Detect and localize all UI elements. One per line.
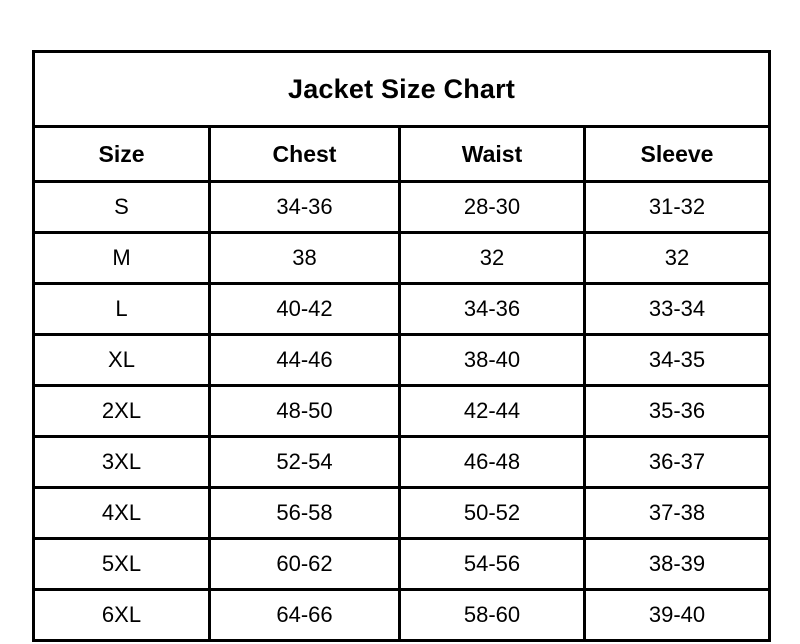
table-header-row xyxy=(34,127,770,182)
cell-size: 4XL xyxy=(34,488,210,539)
cell-size: 3XL xyxy=(34,437,210,488)
cell-chest: 44-46 xyxy=(210,335,400,386)
cell-chest: 56-58 xyxy=(210,488,400,539)
column-header-chest: Chest xyxy=(210,127,400,182)
table-row xyxy=(34,590,770,641)
cell-sleeve: 38-39 xyxy=(585,539,770,590)
table-row xyxy=(34,233,770,284)
cell-chest: 60-62 xyxy=(210,539,400,590)
cell-sleeve: 33-34 xyxy=(585,284,770,335)
cell-waist: 58-60 xyxy=(400,590,585,641)
cell-sleeve: 37-38 xyxy=(585,488,770,539)
table-row xyxy=(34,437,770,488)
table-title-row xyxy=(34,52,770,127)
cell-size: XL xyxy=(34,335,210,386)
cell-size: 6XL xyxy=(34,590,210,641)
cell-waist: 50-52 xyxy=(400,488,585,539)
page-title: Jacket Size Chart xyxy=(34,52,770,127)
cell-size: S xyxy=(34,182,210,233)
cell-size: 2XL xyxy=(34,386,210,437)
cell-chest: 40-42 xyxy=(210,284,400,335)
cell-sleeve: 39-40 xyxy=(585,590,770,641)
column-header-size: Size xyxy=(34,127,210,182)
cell-chest: 34-36 xyxy=(210,182,400,233)
table-row xyxy=(34,182,770,233)
cell-sleeve: 32 xyxy=(585,233,770,284)
cell-chest: 64-66 xyxy=(210,590,400,641)
cell-chest: 48-50 xyxy=(210,386,400,437)
table-row xyxy=(34,488,770,539)
cell-waist: 38-40 xyxy=(400,335,585,386)
column-header-sleeve: Sleeve xyxy=(585,127,770,182)
cell-waist: 42-44 xyxy=(400,386,585,437)
cell-chest: 38 xyxy=(210,233,400,284)
cell-size: 5XL xyxy=(34,539,210,590)
cell-waist: 34-36 xyxy=(400,284,585,335)
column-header-waist: Waist xyxy=(400,127,585,182)
cell-sleeve: 36-37 xyxy=(585,437,770,488)
table-row xyxy=(34,386,770,437)
cell-chest: 52-54 xyxy=(210,437,400,488)
size-chart-table xyxy=(32,50,771,642)
table-row xyxy=(34,335,770,386)
table-row xyxy=(34,539,770,590)
cell-sleeve: 35-36 xyxy=(585,386,770,437)
cell-sleeve: 31-32 xyxy=(585,182,770,233)
cell-waist: 46-48 xyxy=(400,437,585,488)
cell-size: M xyxy=(34,233,210,284)
cell-waist: 32 xyxy=(400,233,585,284)
cell-waist: 28-30 xyxy=(400,182,585,233)
table-row xyxy=(34,284,770,335)
size-chart-container xyxy=(32,50,768,642)
cell-waist: 54-56 xyxy=(400,539,585,590)
cell-sleeve: 34-35 xyxy=(585,335,770,386)
cell-size: L xyxy=(34,284,210,335)
